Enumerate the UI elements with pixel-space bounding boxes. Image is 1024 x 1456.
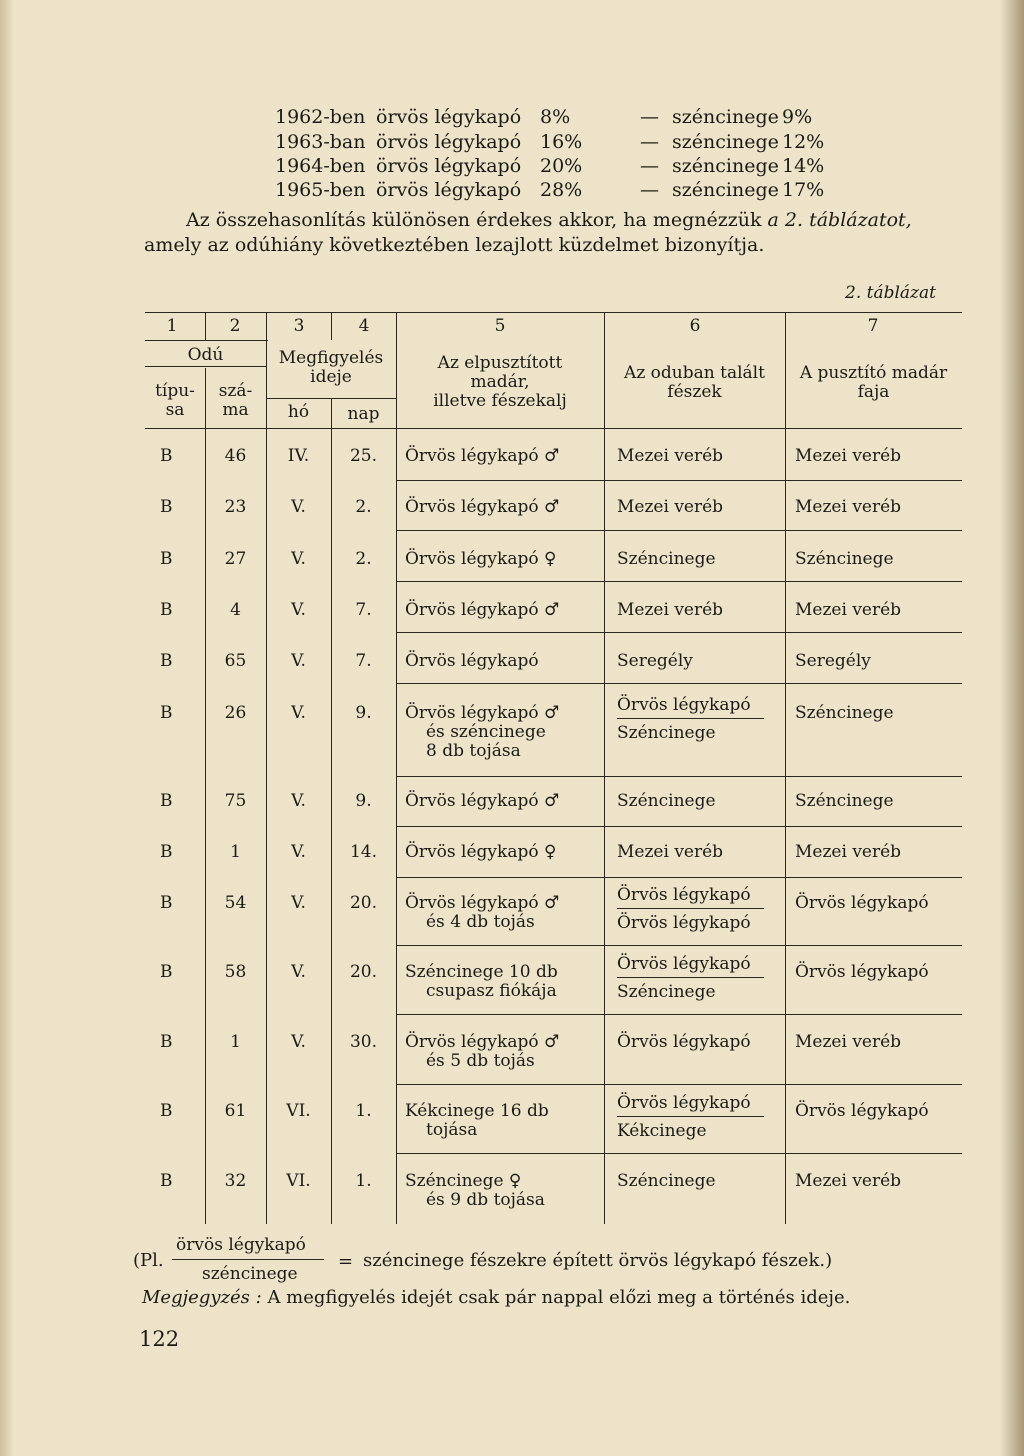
nest-fraction-bar: [617, 1116, 764, 1117]
cell-tipus: B: [160, 446, 173, 466]
cell-tipus: B: [160, 1032, 173, 1052]
comparison-dash: —: [640, 106, 659, 128]
cell-szam: 32: [224, 1171, 247, 1191]
cell-ho: V.: [291, 600, 306, 620]
cell-killed-bird: Örvös légykapó: [405, 651, 539, 671]
page-shadow-left: [0, 0, 14, 1456]
row-rule: [396, 1084, 962, 1085]
comparison-other-value: 17%: [782, 179, 825, 201]
cell-killer: Mezei veréb: [795, 1032, 902, 1052]
header-szama: szá-: [218, 381, 253, 401]
cell-ho: V.: [291, 962, 306, 982]
cell-killer: Örvös légykapó: [795, 1101, 929, 1121]
cell-nest: Mezei veréb: [617, 446, 724, 466]
cell-tipus: B: [160, 893, 173, 913]
comparison-other-value: 14%: [782, 155, 825, 177]
cell-nest-denominator: Örvös légykapó: [617, 913, 751, 933]
cell-nest: Széncinege: [617, 1171, 716, 1191]
row-rule: [396, 480, 962, 481]
cell-nap: 14.: [349, 842, 378, 862]
comparison-dash: —: [640, 155, 659, 177]
cell-killer: Mezei veréb: [795, 600, 902, 620]
cell-killer: Örvös légykapó: [795, 893, 929, 913]
note-label: Megjegyzés :: [142, 1287, 262, 1308]
cell-szam: 27: [224, 549, 247, 569]
header-odu: Odú: [187, 345, 224, 365]
cell-killed-bird: és 4 db tojás: [426, 912, 535, 932]
table-top-rule: [145, 312, 962, 313]
cell-tipus: B: [160, 651, 173, 671]
cell-ho: V.: [291, 842, 306, 862]
comparison-other-species: széncinege: [672, 131, 779, 153]
footnote-numerator: örvös légykapó: [176, 1235, 306, 1255]
cell-killed-bird: Örvös légykapó ♀: [405, 549, 557, 569]
cell-nest: Széncinege: [617, 791, 716, 811]
cell-killed-bird: és 9 db tojása: [426, 1190, 545, 1210]
comparison-line: [0, 106, 1024, 131]
comparison-year: 1963-ban: [275, 131, 366, 153]
header-oduban-cont: fészek: [667, 382, 722, 402]
cell-szam: 1: [230, 1032, 241, 1052]
column-number: 1: [166, 316, 178, 336]
cell-nest: Mezei veréb: [617, 842, 724, 862]
col-sep-3-4: [331, 398, 332, 1224]
cell-killed-bird: csupasz fiókája: [426, 981, 557, 1001]
nest-fraction-bar: [617, 977, 764, 978]
cell-killed-bird: Örvös légykapó ♂: [405, 497, 560, 517]
comparison-other-species: széncinege: [672, 155, 779, 177]
cell-tipus: B: [160, 1171, 173, 1191]
cell-killed-bird: Széncinege 10 db: [405, 962, 558, 982]
footnote-text: széncinege fészekre épített örvös légykapó fészek.): [363, 1250, 833, 1271]
footnote-prefix: (Pl.: [133, 1250, 164, 1271]
header-megfigyeles-cont: ideje: [310, 367, 352, 387]
row-rule: [396, 530, 962, 531]
note-text: A megfigyelés idejét csak pár nappal előzi meg a történés ideje.: [267, 1287, 851, 1308]
cell-nest-numerator: Örvös légykapó: [617, 695, 751, 715]
cell-ho: VI.: [286, 1171, 311, 1191]
cell-tipus: B: [160, 962, 173, 982]
cell-killer: Széncinege: [795, 549, 894, 569]
header-ho: hó: [287, 402, 310, 422]
comparison-dash: —: [640, 131, 659, 153]
row-rule: [396, 581, 962, 582]
cell-killer: Mezei veréb: [795, 1171, 902, 1191]
cell-szam: 65: [224, 651, 247, 671]
cell-ho: V.: [291, 549, 306, 569]
nest-fraction-bar: [617, 718, 764, 719]
cell-killed-bird: Örvös légykapó ♂: [405, 791, 560, 811]
cell-killed-bird: Örvös légykapó ♂: [405, 893, 560, 913]
comparison-year: 1962-ben: [275, 106, 366, 128]
cell-nap: 2.: [355, 549, 372, 569]
header-elpusztitott: Az elpusztított: [437, 353, 563, 373]
comparison-species: örvös légykapó: [376, 131, 522, 153]
cell-nap: 1.: [355, 1171, 372, 1191]
header-elpusztitott-cont: illetve fészekalj: [433, 391, 567, 411]
row-rule: [396, 1014, 962, 1015]
col-sep-1-2: [205, 368, 206, 1224]
cell-szam: 61: [224, 1101, 247, 1121]
nest-fraction-bar: [617, 908, 764, 909]
footnote-fraction-bar: [172, 1259, 324, 1260]
cell-nest: Mezei veréb: [617, 497, 724, 517]
cell-nap: 25.: [349, 446, 378, 466]
header-pusztito-cont: faja: [857, 382, 890, 402]
cell-killer: Seregély: [795, 651, 871, 671]
cell-szam: 46: [224, 446, 247, 466]
row-rule: [396, 683, 962, 684]
cell-killed-bird: és széncinege: [426, 722, 546, 742]
megfigyeles-subheader-rule: [266, 398, 396, 399]
col-sep-2-3: [266, 313, 267, 1224]
cell-nap: 30.: [349, 1032, 378, 1052]
comparison-value: 8%: [540, 106, 571, 128]
cell-killed-bird: Kékcinege 16 db: [405, 1101, 549, 1121]
cell-szam: 1: [230, 842, 241, 862]
cell-nest: Seregély: [617, 651, 693, 671]
comparison-other-value: 9%: [782, 106, 813, 128]
col-sep-3-4-top: [331, 313, 332, 340]
number-row-rule: [145, 340, 268, 341]
cell-ho: V.: [291, 651, 306, 671]
row-rule: [396, 945, 962, 946]
cell-tipus: B: [160, 600, 173, 620]
cell-ho: V.: [291, 1032, 306, 1052]
cell-killed-bird: 8 db tojása: [426, 741, 521, 761]
cell-killed-bird: Örvös légykapó ♂: [405, 703, 560, 723]
cell-szam: 54: [224, 893, 247, 913]
page-number: 122: [139, 1327, 180, 1351]
cell-nap: 20.: [349, 962, 378, 982]
comparison-dash: —: [640, 179, 659, 201]
cell-killed-bird: Örvös légykapó ♂: [405, 1032, 560, 1052]
row-rule: [396, 877, 962, 878]
header-oduban: Az oduban talált: [624, 363, 765, 383]
comparison-other-species: széncinege: [672, 179, 779, 201]
column-number: 4: [358, 316, 370, 336]
cell-ho: V.: [291, 497, 306, 517]
cell-nest-numerator: Örvös légykapó: [617, 1093, 751, 1113]
cell-killer: Mezei veréb: [795, 497, 902, 517]
cell-nest-numerator: Örvös légykapó: [617, 885, 751, 905]
cell-nest: Széncinege: [617, 549, 716, 569]
row-rule: [396, 1153, 962, 1154]
cell-killed-bird: Örvös légykapó ♂: [405, 446, 560, 466]
cell-nest: Örvös légykapó: [617, 1032, 751, 1052]
cell-nap: 9.: [355, 703, 372, 723]
cell-szam: 23: [224, 497, 247, 517]
comparison-species: örvös légykapó: [376, 179, 522, 201]
cell-ho: V.: [291, 893, 306, 913]
cell-nest-numerator: Örvös légykapó: [617, 954, 751, 974]
col-sep-5-6: [604, 313, 605, 1224]
cell-ho: V.: [291, 703, 306, 723]
comparison-line: [0, 179, 1024, 204]
cell-killer: Széncinege: [795, 791, 894, 811]
row-rule: [396, 632, 962, 633]
cell-tipus: B: [160, 791, 173, 811]
paragraph-line2: amely az odúhiány következtében lezajlott küzdelmet bizonyítja.: [144, 234, 765, 256]
header-megfigyeles: Megfigyelés: [278, 348, 384, 368]
cell-tipus: B: [160, 549, 173, 569]
cell-ho: VI.: [286, 1101, 311, 1121]
header-pusztito: A pusztító madár: [799, 363, 948, 383]
comparison-value: 28%: [540, 179, 583, 201]
column-number: 6: [689, 316, 701, 336]
intro-paragraph: [144, 208, 964, 258]
cell-killed-bird: és 5 db tojás: [426, 1051, 535, 1071]
header-bottom-rule: [145, 428, 962, 429]
note-line: [142, 1287, 850, 1308]
cell-nap: 20.: [349, 893, 378, 913]
footnote-equals: =: [338, 1251, 354, 1272]
cell-nap: 1.: [355, 1101, 372, 1121]
cell-killed-bird: Örvös légykapó ♂: [405, 600, 560, 620]
cell-szam: 26: [224, 703, 247, 723]
cell-killer: Széncinege: [795, 703, 894, 723]
cell-nest-denominator: Széncinege: [617, 723, 716, 743]
footnote-denominator: széncinege: [202, 1264, 298, 1284]
comparison-line: [0, 155, 1024, 180]
cell-tipus: B: [160, 703, 173, 723]
cell-nap: 7.: [355, 600, 372, 620]
comparison-year: 1964-ben: [275, 155, 366, 177]
column-number: 3: [293, 316, 305, 336]
cell-nap: 9.: [355, 791, 372, 811]
cell-killer: Mezei veréb: [795, 446, 902, 466]
cell-killer: Örvös légykapó: [795, 962, 929, 982]
table-caption: 2. táblázat: [845, 283, 936, 303]
cell-nap: 2.: [355, 497, 372, 517]
cell-nest-denominator: Kékcinege: [617, 1121, 707, 1141]
column-number: 7: [867, 316, 879, 336]
comparison-value: 20%: [540, 155, 583, 177]
odu-subheader-rule: [145, 366, 266, 367]
cell-tipus: B: [160, 1101, 173, 1121]
paragraph-line1-text: Az összehasonlítás különösen érdekes akkor, ha megnézzük: [186, 209, 768, 231]
comparison-line: [0, 131, 1024, 156]
cell-tipus: B: [160, 497, 173, 517]
cell-szam: 4: [230, 600, 241, 620]
header-szama-cont: ma: [222, 400, 249, 420]
cell-killer: Mezei veréb: [795, 842, 902, 862]
cell-nap: 7.: [355, 651, 372, 671]
paragraph-table-ref: a 2. táblázatot,: [767, 209, 912, 231]
cell-tipus: B: [160, 842, 173, 862]
cell-killed-bird: Széncinege ♀: [405, 1171, 522, 1191]
col-sep-6-7: [785, 313, 786, 1224]
cell-szam: 75: [224, 791, 247, 811]
page-shadow-right: [1000, 0, 1024, 1456]
comparison-species: örvös légykapó: [376, 155, 522, 177]
comparison-value: 16%: [540, 131, 583, 153]
header-tipusa: típu-: [155, 381, 195, 401]
comparison-other-species: széncinege: [672, 106, 779, 128]
col-sep-1-2-top: [205, 313, 206, 340]
cell-nest-denominator: Széncinege: [617, 982, 716, 1002]
cell-killed-bird: Örvös légykapó ♀: [405, 842, 557, 862]
cell-nest: Mezei veréb: [617, 600, 724, 620]
cell-killed-bird: tojása: [426, 1120, 478, 1140]
comparison-species: örvös légykapó: [376, 106, 522, 128]
comparison-other-value: 12%: [782, 131, 825, 153]
row-rule: [396, 776, 962, 777]
cell-szam: 58: [224, 962, 247, 982]
header-tipusa-cont: sa: [165, 400, 185, 420]
column-number: 5: [494, 316, 506, 336]
comparison-year: 1965-ben: [275, 179, 366, 201]
header-elpusztitott-cont: madár,: [470, 372, 530, 392]
column-number: 2: [229, 316, 241, 336]
cell-ho: IV.: [287, 446, 310, 466]
col-sep-4-5: [396, 313, 397, 1224]
cell-ho: V.: [291, 791, 306, 811]
row-rule: [396, 826, 962, 827]
header-nap: nap: [347, 404, 380, 424]
